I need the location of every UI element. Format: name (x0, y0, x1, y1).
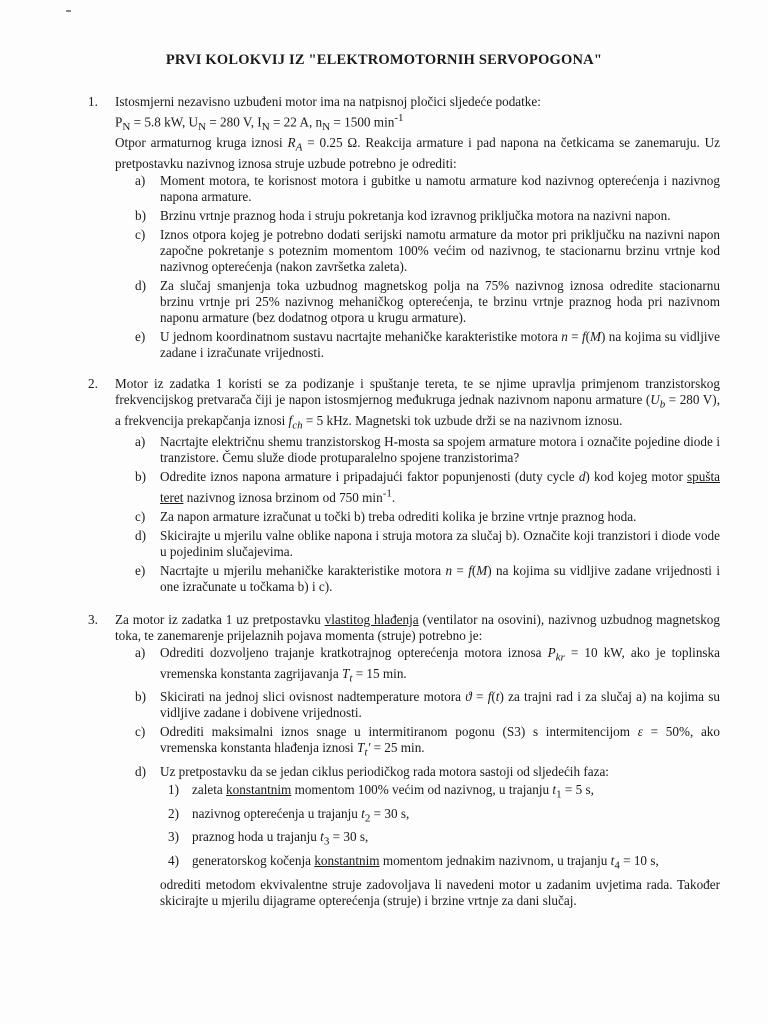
task-list (127, 434, 720, 594)
task-text: Brzinu vrtnje praznog hoda i struju pokretanja kod izravnog priključka motora na nazivni napon. (160, 207, 671, 223)
task-text: Skicirati na jednoj slici ovisnost nadtemperature motora ϑ = f(t) za trajni rad i za slučaj a) na kojima su vidljive zadane i dobivene vrijednosti. (160, 689, 720, 721)
problem-number: 3. (88, 612, 98, 627)
task-text: Skicirajte u mjerilu valne oblike napona i struja motora za slučaj b). Označite koji tranzistori i diode vode u pojedinim slučajevima. (160, 527, 720, 559)
task-item (127, 724, 720, 761)
task-label: e) (135, 328, 146, 344)
task-item (127, 764, 720, 910)
task-text: Nacrtajte u mjerilu mehaničke karakteristike motora n = f(M) na kojima su vidljive zadane vrijednosti i one izračunate u točkama b) i c). (160, 562, 720, 594)
task-item (127, 563, 720, 595)
phase-text: zaleta konstantnim momentom 100% većim od nazivnog, u trajanju $t_1 = 5$ s, (192, 781, 594, 801)
phase-label: 2) (168, 805, 179, 821)
problem-number: 1. (88, 94, 98, 109)
task-label: b) (135, 207, 146, 223)
task-item (127, 173, 720, 205)
task-list (127, 173, 720, 361)
phase-item (168, 782, 720, 803)
problem-number: 2. (88, 376, 98, 391)
phase-item (168, 853, 720, 874)
task-label: d) (135, 277, 146, 293)
task-text: Uz pretpostavku da se jedan ciklus periodičkog rada motora sastoji od sljedećih faza: (160, 763, 609, 779)
task-item (127, 689, 720, 721)
phase-item (168, 829, 720, 850)
task-conclusion: odrediti metodom ekvivalentne struje zadovoljava li navedeni motor u zadanim uvjetima rada. Također skicirajte u mjerilu dijagrame opterećenja (struje) i brzine vrtnje za dani slučaj. (160, 877, 720, 909)
task-item (127, 208, 720, 224)
phase-list (168, 782, 720, 874)
problem-1 (88, 94, 720, 364)
problem-intro: Motor iz zadatka 1 koristi se za podizanje i spuštanje tereta, te se njime upravlja primjenom tranzistorskog frekvencijskog pretvarača čiji je napon istosmjernog međukruga jednak nazivnom naponu armature ($U_b = 280$ V), a frekvencija prekapčanja iznosi $f_{ch} = 5$ kHz. Magnetski tok uzbude drži se na nazivnom iznosu. (115, 376, 720, 432)
problem-conditions: Otpor armaturnog kruga iznosi $R_A = 0.25$ Ω. Reakcija armature i pad napona na četkicama se zanemaruju. Uz pretpostavku nazivnog iznosa struje uzbude potrebno je odrediti: (115, 135, 720, 171)
task-item (127, 278, 720, 326)
problem-3 (88, 612, 720, 912)
task-item (127, 528, 720, 560)
task-text: Za napon armature izračunat u točki b) treba odrediti kolika je brzine vrtnje praznog hoda. (160, 508, 637, 524)
task-label: b) (135, 689, 146, 705)
task-list (127, 645, 720, 909)
phase-text: praznog hoda u trajanju $t_3 = 30$ s, (192, 829, 369, 848)
task-item (127, 509, 720, 525)
problem-intro: Istosmjerni nezavisno uzbuđeni motor ima na natpisnoj pločici sljedeće podatke: (115, 94, 541, 109)
phase-label: 1) (168, 781, 179, 797)
task-text: U jednom koordinatnom sustavu nacrtajte mehaničke karakteristike motora n = f(M) na kojima su vidljive zadane i izračunate vrijednosti. (160, 328, 720, 360)
task-text: Iznos otpora kojeg je potrebno dodati serijski namotu armature da motor pri priključku na nazivni napon započne pokretanje s poteznim momentom 100% većim od nazivnog, te stacionarnu brzinu vrtnje kod nazivnog opterećenja (nakon završetka zaleta). (160, 226, 720, 274)
task-item (127, 469, 720, 505)
task-text: Odrediti maksimalni iznos snage u intermitiranom pogonu (S3) s intermitencijom ε = 50%, ako vremenska konstanta hlađenja iznosi $T_t' = 25$ min. (160, 724, 720, 759)
task-label: d) (135, 527, 146, 543)
scan-mark (66, 10, 71, 12)
task-text: Za slučaj smanjenja toka uzbudnog magnetskog polja na 75% nazivnog iznosa odredite stacionarnu brzinu vrtnje pri 25% nazivnog mehaničkog opterećenja, te brzinu vrtnje praznog hoda pri nazivnom naponu armature (bez dodatnog otpora u krugu armature). (160, 277, 720, 325)
phase-text: generatorskog kočenja konstantnim momentom jednakim nazivnom, u trajanju $t_4 = 10$ s, (192, 852, 659, 872)
task-label: a) (135, 645, 146, 660)
problem-2 (88, 376, 720, 598)
task-item (127, 329, 720, 361)
task-label: c) (135, 508, 146, 524)
task-item (127, 645, 720, 686)
task-label: a) (135, 434, 146, 450)
task-label: b) (135, 469, 146, 485)
task-label: d) (135, 763, 146, 779)
phase-text: nazivnog opterećenja u trajanju $t_2 = 30$ s, (192, 805, 410, 825)
problem-intro: Za motor iz zadatka 1 uz pretpostavku vlastitog hlađenja (ventilator na osovini), nazivnog uzbudnog magnetskog toka, te zanemarenje prijelaznih pojava momenta (struje) potrebno je: (115, 612, 720, 643)
page-title: PRVI KOLOKVIJ IZ "ELEKTROMOTORNIH SERVOPOGONA" (165, 52, 603, 68)
task-text: Nacrtajte električnu shemu tranzistorskog H-mosta sa spojem armature motora i označite pojedine diode i tranzistore. Čemu služe diode protuparalelno spojene tranzistorima? (160, 434, 720, 466)
task-label: c) (135, 226, 146, 242)
task-text: Odrediti dozvoljeno trajanje kratkotrajnog opterećenja motora iznosa $P_{kr} = 10$ kW, ako je toplinska vremenska konstanta zagrijavanja $T_t = 15$ min. (160, 645, 720, 685)
task-label: c) (135, 724, 146, 740)
phase-label: 3) (168, 829, 179, 845)
phase-label: 4) (168, 852, 179, 868)
task-label: e) (135, 562, 146, 578)
task-item (127, 434, 720, 466)
task-text: Moment motora, te korisnost motora i gubitke u namotu armature kod nazivnog opterećenja i nazivnog napona armature. (160, 172, 720, 204)
given-data: $P_N = 5.8$ kW, $U_N = 280$ V, $I_N = 22$ A, $n_N = 1500$ $\min^{-1}$ (115, 112, 404, 134)
task-label: a) (135, 172, 146, 188)
task-item (127, 227, 720, 275)
phase-item (168, 806, 720, 827)
task-text: Odredite iznos napona armature i pripadajući faktor popunjenosti (duty cycle d) kod kojeg motor spušta teret nazivnog iznosa brzinom od 750 $\min^{-1}$. (160, 469, 720, 505)
